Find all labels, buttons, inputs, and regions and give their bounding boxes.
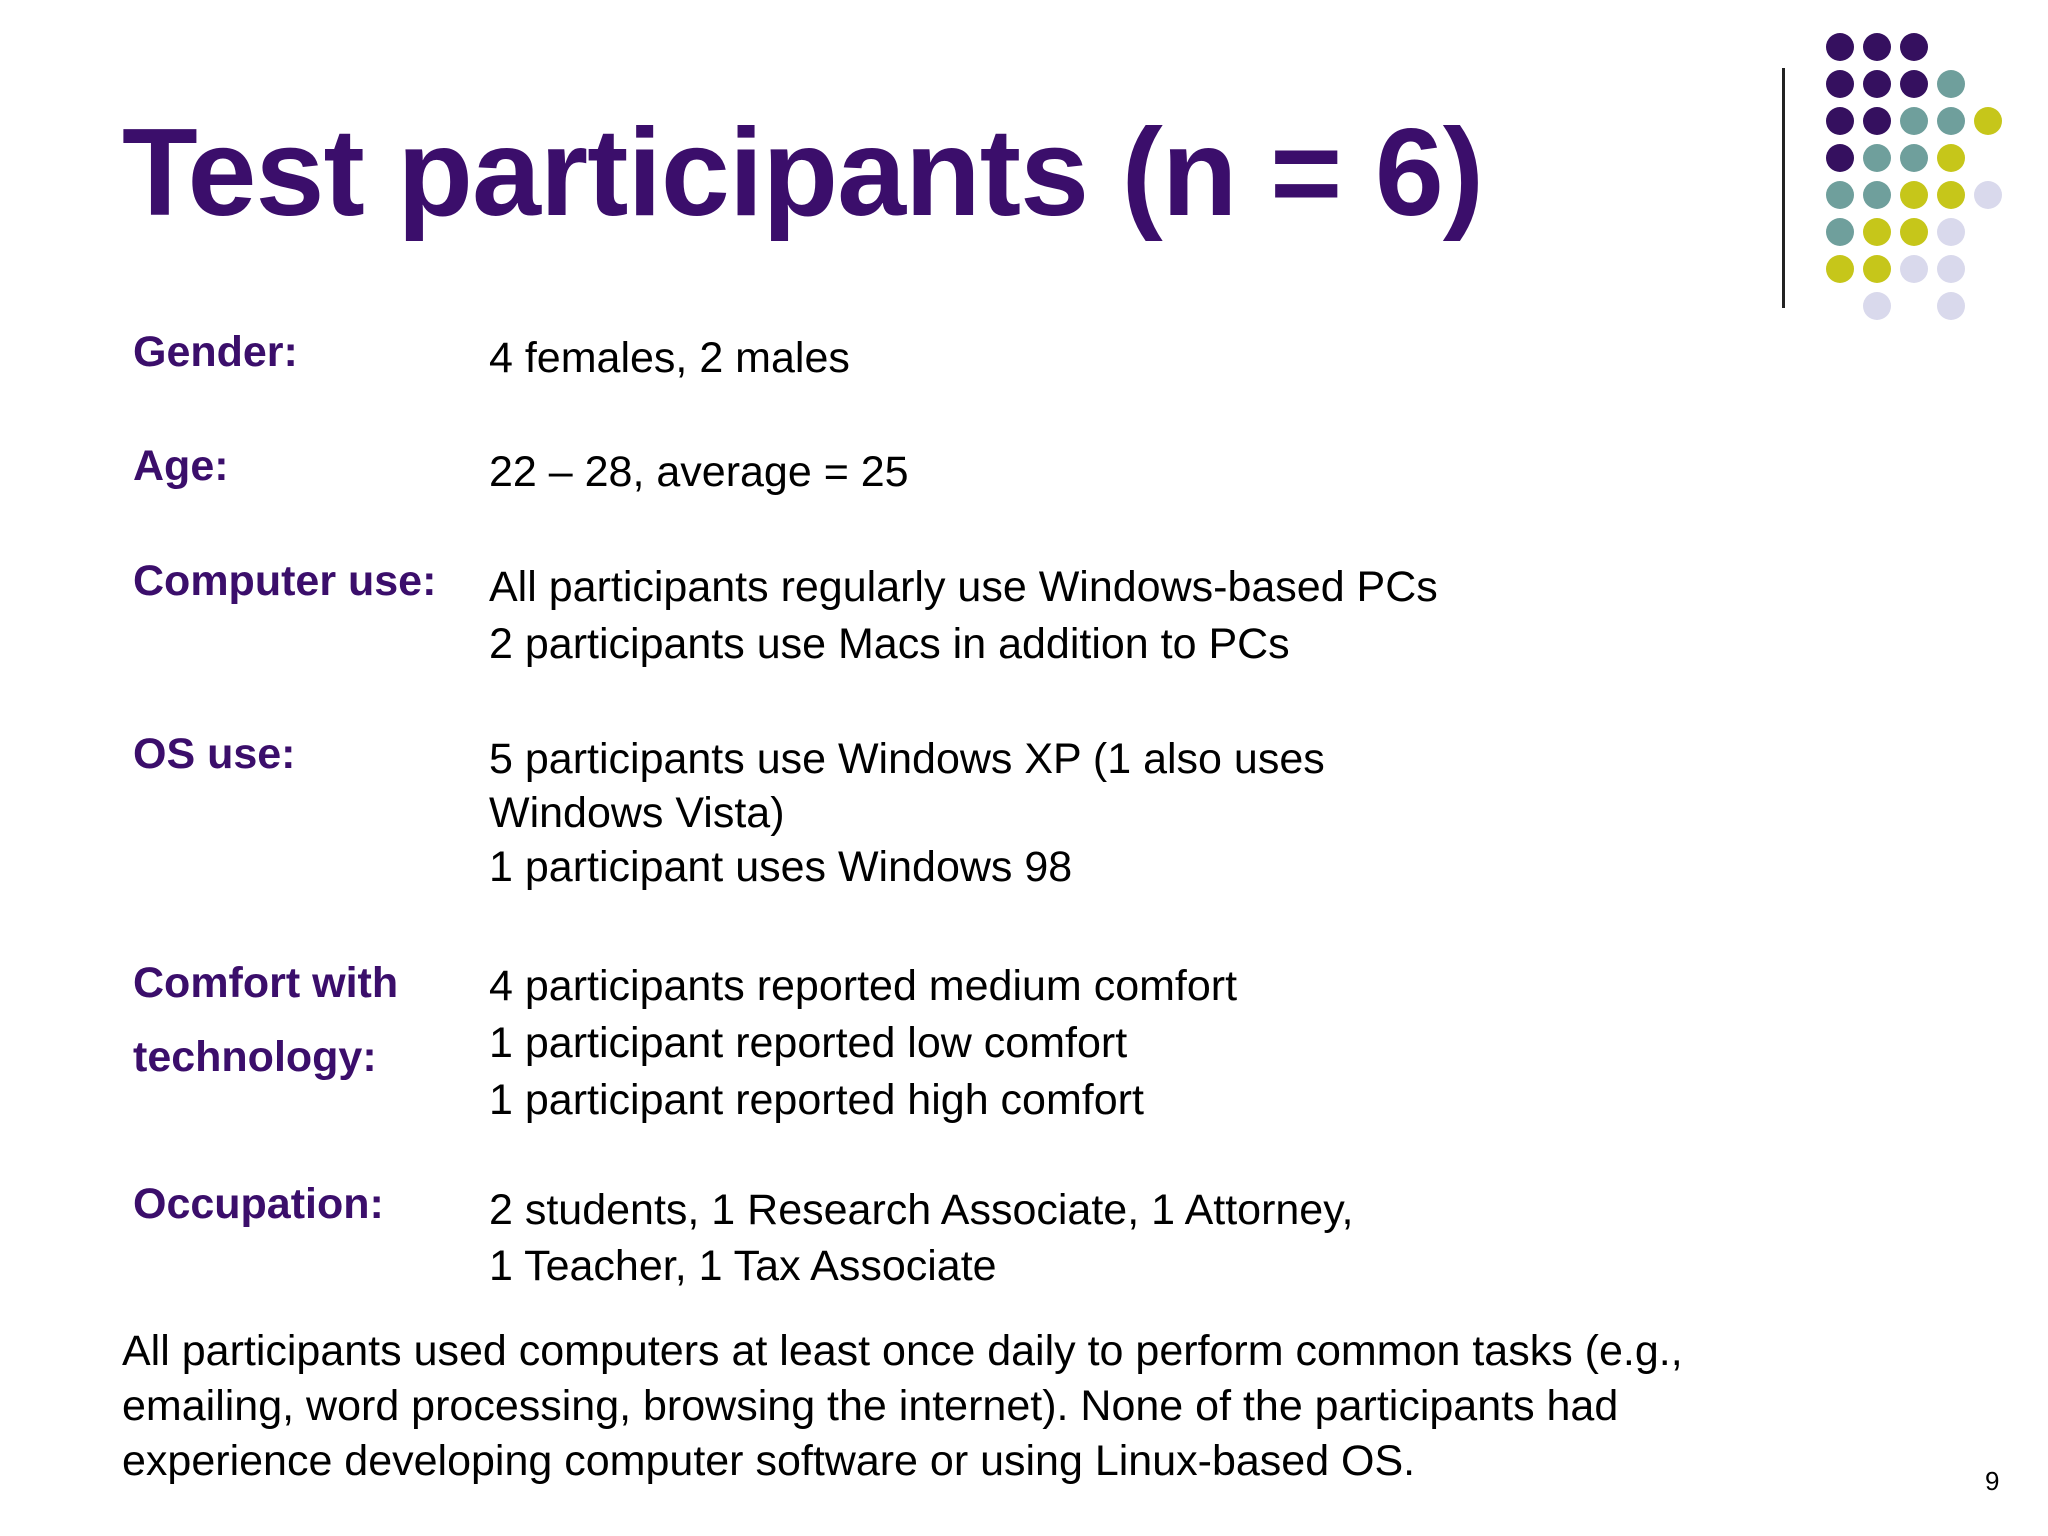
decorative-dot (1937, 181, 1965, 209)
value-line: 5 participants use Windows XP (1 also uses (489, 735, 1325, 783)
value-line: 4 participants reported medium comfort (489, 962, 1238, 1010)
decorative-dot (1900, 218, 1928, 246)
decorative-dot (1900, 33, 1928, 61)
decorative-dot (1900, 181, 1928, 209)
decorative-dot (1863, 33, 1891, 61)
decorative-dot (1937, 255, 1965, 283)
value-line: Windows Vista) (489, 789, 785, 837)
label-occupation (133, 1176, 473, 1233)
decorative-dot (1826, 218, 1854, 246)
values-gender (489, 330, 1689, 387)
decorative-dot (1974, 107, 2002, 135)
values-occupation (489, 1182, 1689, 1294)
value-line: 1 participant reported high comfort (489, 1076, 1144, 1124)
values-os-use (489, 732, 1689, 894)
decorative-dot (1974, 181, 2002, 209)
value-line: 4 females, 2 males (489, 334, 850, 382)
label-age (133, 438, 473, 495)
decorative-dot (1937, 144, 1965, 172)
decorative-dot (1863, 70, 1891, 98)
label-line: technology: (133, 1033, 377, 1081)
decorative-dot (1937, 218, 1965, 246)
value-line: 2 students, 1 Research Associate, 1 Attorney, (489, 1186, 1354, 1234)
title-divider (1782, 68, 1785, 308)
page-title: Test participants (n = 6) (122, 104, 1484, 242)
decorative-dot (1863, 107, 1891, 135)
label-comfort (133, 946, 473, 1094)
label-gender (133, 324, 473, 381)
decorative-dot (1863, 144, 1891, 172)
label-line: OS use: (133, 730, 296, 778)
value-line: 22 – 28, average = 25 (489, 448, 909, 496)
value-line: 1 participant reported low comfort (489, 1019, 1128, 1067)
decorative-dot (1826, 107, 1854, 135)
values-age (489, 444, 1689, 501)
summary-paragraph (122, 1324, 1802, 1489)
values-computer-use (489, 559, 1689, 673)
label-os-use (133, 726, 473, 783)
label-line: Computer use: (133, 557, 437, 605)
value-line: 1 participant uses Windows 98 (489, 843, 1073, 891)
label-computer-use (133, 553, 473, 610)
decorative-dot (1937, 292, 1965, 320)
decorative-dot (1900, 70, 1928, 98)
value-line: 1 Teacher, 1 Tax Associate (489, 1242, 997, 1290)
page-number: 9 (1985, 1466, 2000, 1496)
decorative-dot (1900, 107, 1928, 135)
decorative-dot (1863, 218, 1891, 246)
decorative-dot (1826, 33, 1854, 61)
label-line: Age: (133, 442, 229, 490)
decorative-dot (1826, 70, 1854, 98)
decorative-dot (1937, 107, 1965, 135)
decorative-dot (1826, 255, 1854, 283)
decorative-dot (1863, 255, 1891, 283)
dot-grid-icon (1826, 33, 1996, 333)
decorative-dot (1826, 144, 1854, 172)
decorative-dot (1863, 181, 1891, 209)
summary-line: experience developing computer software or using Linux-based OS. (122, 1437, 1416, 1485)
decorative-dot (1826, 181, 1854, 209)
values-comfort (489, 958, 1689, 1129)
decorative-dot (1937, 70, 1965, 98)
decorative-dot (1863, 292, 1891, 320)
value-line: All participants regularly use Windows-based PCs (489, 563, 1438, 611)
decorative-dot (1900, 255, 1928, 283)
summary-line: All participants used computers at least once daily to perform common tasks (e.g., (122, 1327, 1683, 1375)
value-line: 2 participants use Macs in addition to PCs (489, 620, 1290, 668)
label-line: Occupation: (133, 1180, 384, 1228)
summary-line: emailing, word processing, browsing the internet). None of the participants had (122, 1382, 1619, 1430)
decorative-dot (1900, 144, 1928, 172)
label-line: Gender: (133, 328, 298, 376)
label-line: Comfort with (133, 959, 399, 1007)
